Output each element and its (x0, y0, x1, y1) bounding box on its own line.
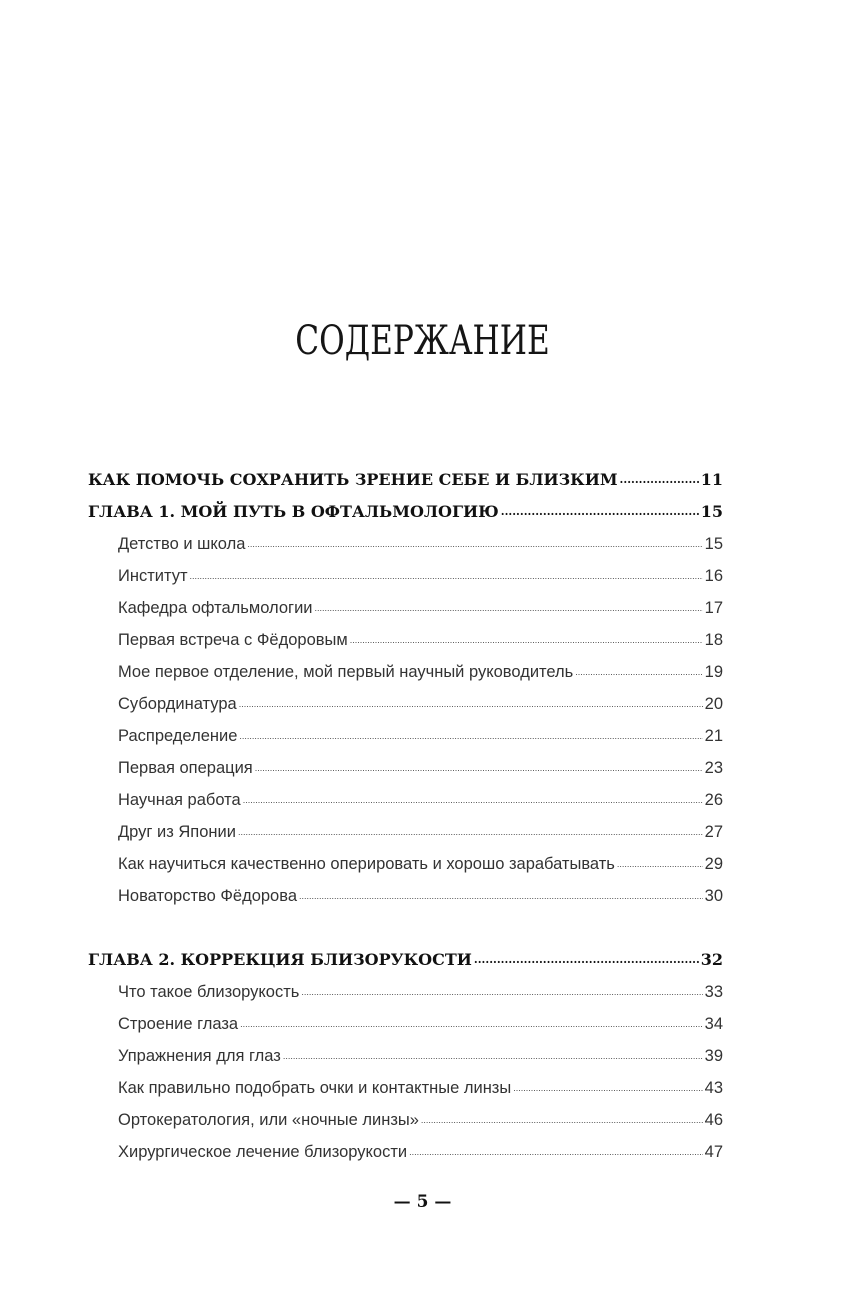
toc-entry-page: 30 (704, 887, 723, 905)
toc-section[interactable] (118, 1034, 723, 1066)
toc-entry-label: Институт (118, 567, 188, 585)
toc-entry-page: 18 (704, 631, 723, 649)
toc-section[interactable] (118, 650, 723, 682)
toc-entry-page: 20 (704, 695, 723, 713)
toc-entry-label: Хирургическое лечение близорукости (118, 1143, 408, 1161)
toc-entry-page: 19 (704, 663, 723, 681)
toc-entry-label: Как правильно подобрать очки и контактные линзы (118, 1079, 512, 1097)
dot-leader (315, 598, 703, 618)
toc-entry-page: 11 (700, 470, 723, 489)
toc-section[interactable] (118, 1130, 723, 1162)
toc-entry-label: КАК ПОМОЧЬ СОХРАНИТЬ ЗРЕНИЕ СЕБЕ И БЛИЗКИМ (88, 470, 618, 489)
dot-leader (575, 662, 702, 682)
toc-entry-label: Что такое близорукость (118, 983, 300, 1001)
toc-entry-label: Ортокератология, или «ночные линзы» (118, 1111, 419, 1129)
toc-section[interactable] (118, 682, 723, 714)
dot-leader (239, 726, 702, 746)
toc-entry-page: 33 (704, 983, 723, 1001)
toc-section[interactable] (118, 810, 723, 842)
toc-entry-label: Мое первое отделение, мой первый научный руководитель (118, 663, 574, 681)
toc-entry-page: 17 (704, 599, 723, 617)
dot-leader (243, 790, 703, 810)
toc-chapter-1[interactable] (88, 490, 723, 522)
dot-leader (620, 468, 699, 490)
dot-leader (501, 500, 699, 522)
toc-section[interactable] (118, 842, 723, 874)
toc-entry-label: Кафедра офтальмологии (118, 599, 313, 617)
dot-leader (513, 1078, 702, 1098)
toc-section[interactable] (118, 522, 723, 554)
toc-entry-label: Субординатура (118, 695, 237, 713)
dot-leader (409, 1142, 703, 1162)
toc-section[interactable] (118, 1098, 723, 1130)
toc-entry-page: 43 (704, 1079, 723, 1097)
toc-entry-label: Новаторство Фёдорова (118, 887, 297, 905)
toc-entry-page: 15 (700, 502, 723, 521)
toc-entry-intro[interactable] (88, 458, 723, 490)
toc-entry-page: 26 (704, 791, 723, 809)
toc-entry-label: Научная работа (118, 791, 241, 809)
toc-section[interactable] (118, 1002, 723, 1034)
dot-leader (240, 1014, 703, 1034)
toc-section[interactable] (118, 746, 723, 778)
page-title: СОДЕРЖАНИЕ (295, 318, 550, 364)
toc-entry-page: 23 (704, 759, 723, 777)
dot-leader (283, 1046, 703, 1066)
toc-chapter-2[interactable] (88, 938, 723, 970)
dot-leader (301, 982, 702, 1002)
dot-leader (247, 534, 702, 554)
toc-entry-label: ГЛАВА 1. МОЙ ПУТЬ В ОФТАЛЬМОЛОГИЮ (88, 502, 499, 521)
toc-entry-label: Детство и школа (118, 535, 246, 553)
toc-section[interactable] (118, 970, 723, 1002)
toc-entry-label: Как научиться качественно оперировать и хорошо зарабатывать (118, 855, 615, 873)
toc-entry-page: 15 (704, 535, 723, 553)
page-number: — 5 — (393, 1192, 452, 1212)
toc-section[interactable] (118, 714, 723, 746)
toc-section[interactable] (118, 874, 723, 906)
toc-section[interactable] (118, 778, 723, 810)
spacer (118, 906, 723, 938)
toc-entry-label: Первая встреча с Фёдоровым (118, 631, 348, 649)
toc-entry-page: 27 (704, 823, 723, 841)
toc-entry-page: 29 (704, 855, 723, 873)
toc-entry-label: Упражнения для глаз (118, 1047, 281, 1065)
toc-entry-page: 47 (704, 1143, 723, 1161)
dot-leader (421, 1110, 703, 1130)
toc-entry-page: 32 (700, 950, 723, 969)
dot-leader (190, 566, 703, 586)
toc-entry-label: Строение глаза (118, 1015, 239, 1033)
toc-section[interactable] (118, 554, 723, 586)
dot-leader (238, 822, 703, 842)
table-of-contents (88, 458, 723, 1162)
dot-leader (474, 948, 699, 970)
toc-entry-page: 46 (704, 1111, 723, 1129)
toc-section[interactable] (118, 1066, 723, 1098)
toc-entry-page: 34 (704, 1015, 723, 1033)
toc-entry-label: Друг из Японии (118, 823, 236, 841)
dot-leader (255, 758, 703, 778)
dot-leader (617, 854, 703, 874)
toc-entry-label: Распределение (118, 727, 238, 745)
toc-section[interactable] (118, 586, 723, 618)
dot-leader (239, 694, 703, 714)
toc-entry-page: 16 (704, 567, 723, 585)
dot-leader (299, 886, 703, 906)
toc-entry-label: ГЛАВА 2. КОРРЕКЦИЯ БЛИЗОРУКОСТИ (88, 950, 472, 969)
dot-leader (350, 630, 703, 650)
toc-section[interactable] (118, 618, 723, 650)
toc-entry-label: Первая операция (118, 759, 253, 777)
toc-entry-page: 39 (704, 1047, 723, 1065)
toc-entry-page: 21 (704, 727, 723, 745)
